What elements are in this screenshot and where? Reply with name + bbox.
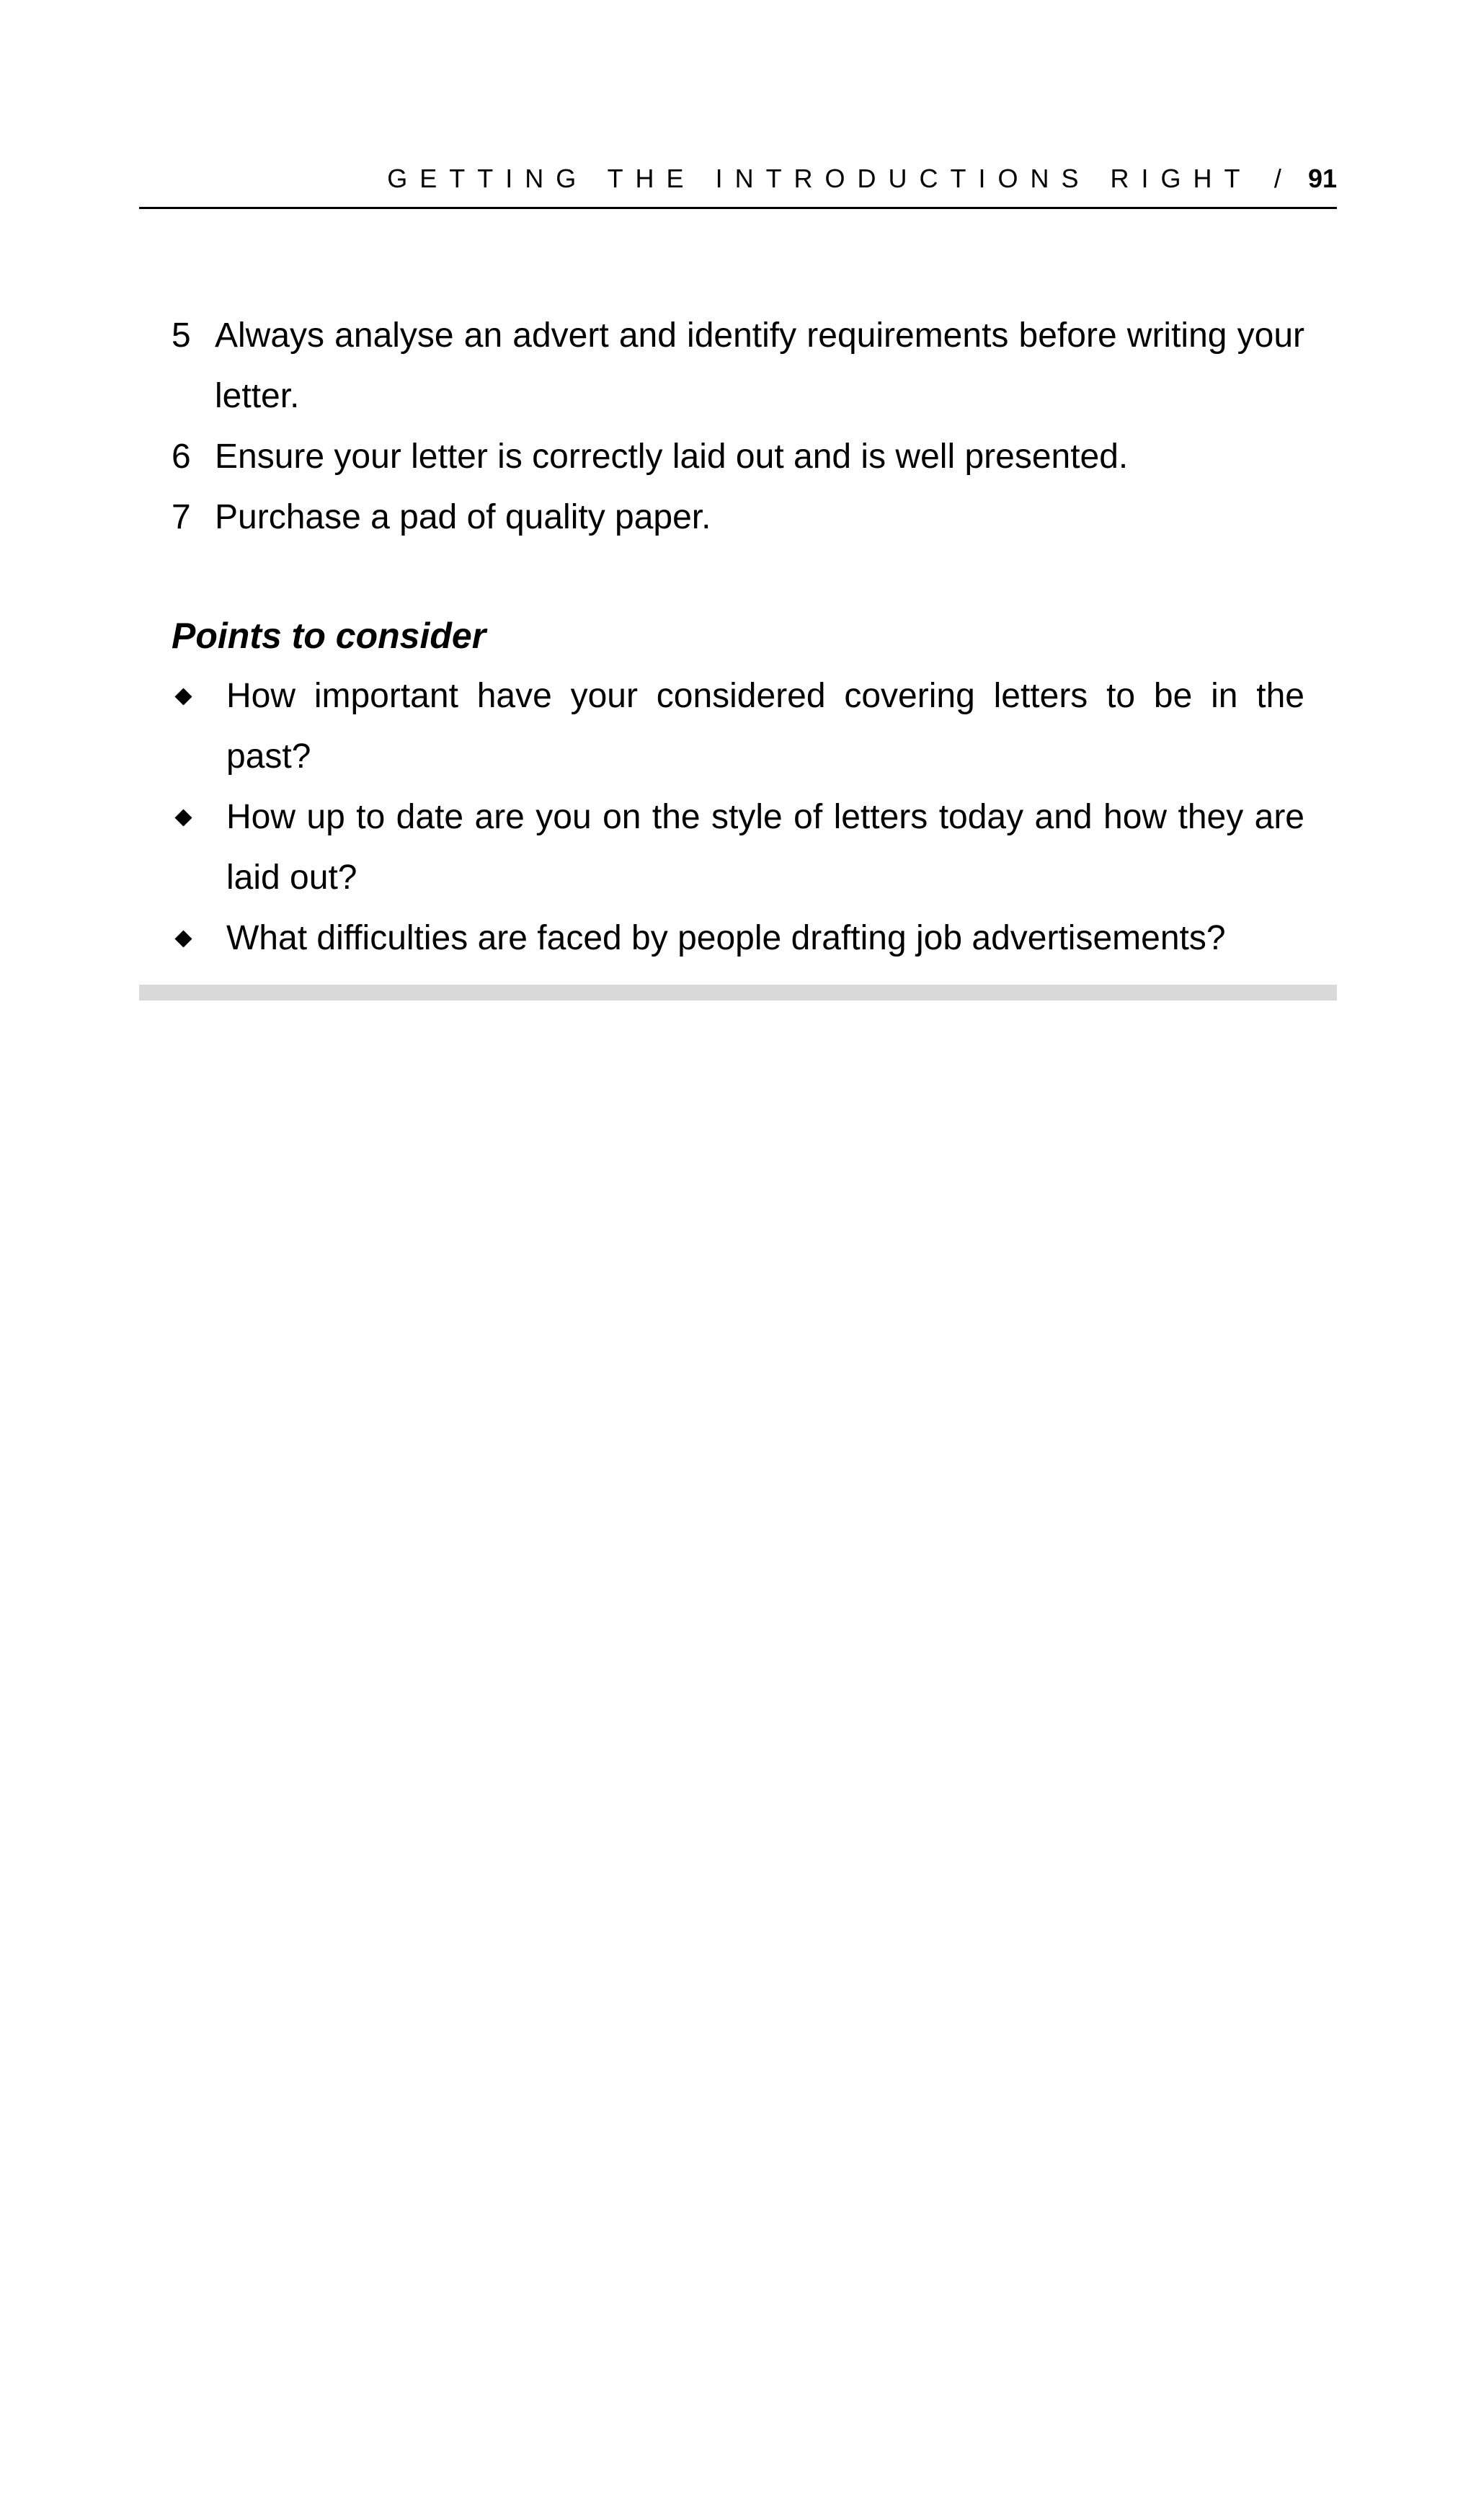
page-header — [139, 150, 1337, 209]
running-title: GETTING THE INTRODUCTIONS RIGHT — [387, 164, 1252, 193]
section-end-rule — [139, 985, 1337, 1001]
list-item — [172, 487, 1304, 548]
page-number: 91 — [1307, 164, 1337, 193]
header-separator: / — [1273, 164, 1289, 193]
list-item-number: 6 — [172, 438, 191, 476]
diamond-bullet-icon — [174, 688, 192, 705]
bullet-list — [172, 666, 1304, 969]
list-item-number: 7 — [172, 498, 191, 536]
bullet-item-text: How up to date are you on the style of letters today and how they are laid out? — [226, 798, 1304, 897]
list-item-text: Purchase a pad of quality paper. — [215, 498, 711, 536]
list-item — [172, 427, 1304, 487]
list-item-text: Ensure your letter is correctly laid out and is well presented. — [215, 438, 1129, 476]
bullet-item — [172, 666, 1304, 787]
list-item-text: Always analyse an advert and identify requirements before writing your letter. — [215, 316, 1304, 415]
bullet-item — [172, 787, 1304, 908]
bullet-item — [172, 908, 1304, 969]
bullet-item-text: What difficulties are faced by people drafting job advertisements? — [226, 919, 1226, 957]
section-heading: Points to consider — [172, 616, 486, 656]
running-head — [387, 163, 1337, 195]
list-item — [172, 306, 1304, 427]
bullet-item-text: How important have your considered covering letters to be in the past? — [226, 677, 1304, 776]
diamond-bullet-icon — [174, 809, 192, 826]
diamond-bullet-icon — [174, 930, 192, 947]
numbered-list — [172, 306, 1304, 548]
list-item-number: 5 — [172, 316, 191, 355]
